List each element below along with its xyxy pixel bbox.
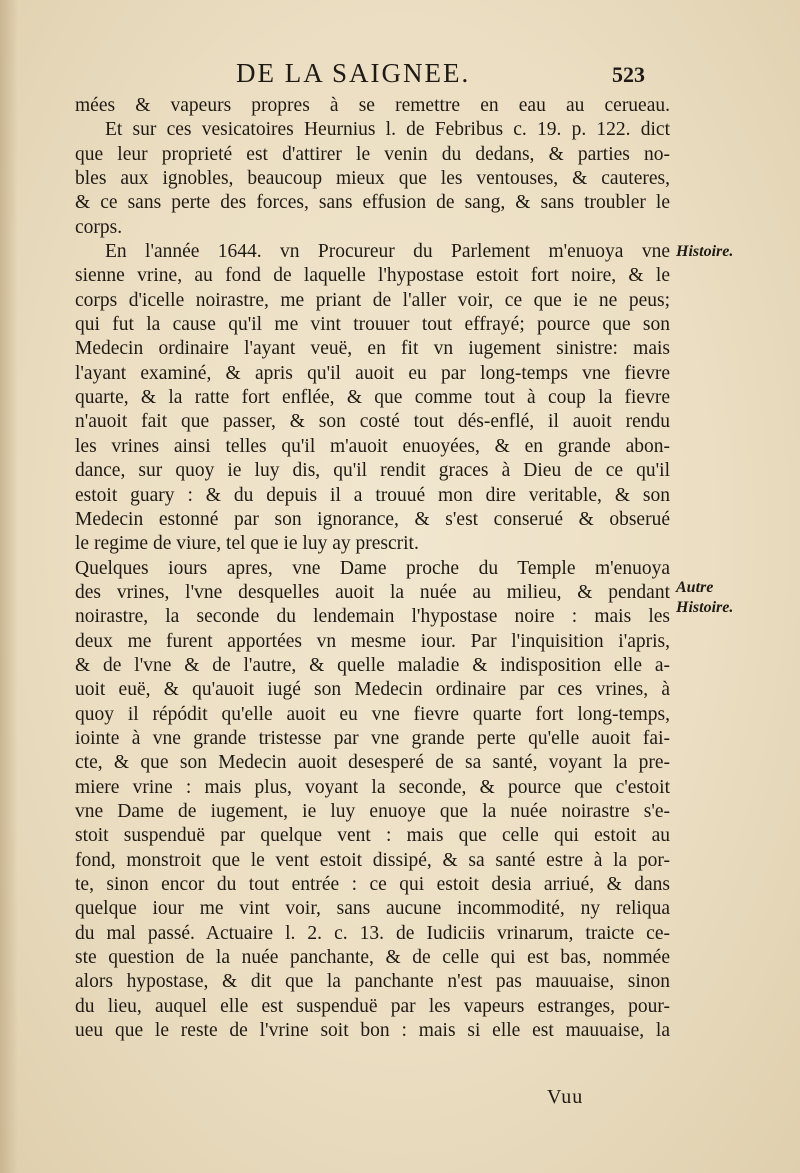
text-line: deux me furent apportées vn mesme iour. Par l'inquisition i'apris, xyxy=(75,630,670,652)
text-line: iointe à vne grande tristesse par vne grande perte qu'elle auoit fai- xyxy=(75,727,670,749)
text-line: corps. xyxy=(75,216,123,238)
text-line: du mal passé. Actuaire l. 2. c. 13. de Iudiciis vrinarum, traicte ce- xyxy=(75,922,670,944)
text-line: bles aux ignobles, beaucoup mieux que les ventouses, & cauteres, xyxy=(75,168,670,190)
text-line: te, sinon encor du tout entrée : ce qui estoit desia arriué, & dans xyxy=(75,874,670,895)
text-line: du lieu, auquel elle est suspenduë par les vapeurs estranges, pour- xyxy=(75,995,670,1017)
text-line: cte, & que son Medecin auoit desesperé de sa santé, voyant la pre- xyxy=(75,752,670,774)
page-number: 523 xyxy=(612,62,645,87)
text-line: des vrines, l'vne desquelles auoit la nuée au milieu, & pendant xyxy=(75,581,670,603)
text-line: sienne vrine, au fond de laquelle l'hypostase estoit fort noire, & le xyxy=(75,265,670,287)
text-line: noirastre, la seconde du lendemain l'hypostase noire : mais les xyxy=(75,606,670,628)
margin-note-histoire: Histoire. xyxy=(676,243,734,260)
text-line: dance, sur quoy ie luy dis, qu'il rendit graces à Dieu de ce qu'il xyxy=(75,460,670,482)
text-line: que leur proprieté est d'attirer le venin du dedans, & parties no- xyxy=(75,143,670,165)
text-line: stoit suspenduë par quelque vent : mais que celle qui estoit au xyxy=(75,825,670,847)
margin-note-autre-histoire: Autre Histoire. xyxy=(676,579,734,616)
page-gutter-shadow xyxy=(0,0,18,1173)
text-line: corps d'icelle noirastre, me priant de l'aller voir, ce que ie ne peus; xyxy=(75,289,670,311)
text-line: Quelques iours apres, vne Dame proche du Temple m'enuoya xyxy=(75,557,670,579)
text-line: n'auoit fait que passer, & son costé tout dés-enflé, il auoit rendu xyxy=(75,411,670,433)
text-line: quelque iour me vint voir, sans aucune incommodité, ny reliqua xyxy=(75,898,670,920)
text-line: & de l'vne & de l'autre, & quelle maladie & indisposition elle a- xyxy=(75,654,670,676)
text-line: quarte, & la ratte fort enflée, & que comme tout à coup la fievre xyxy=(75,387,670,409)
text-line: En l'année 1644. vn Procureur du Parlement m'enuoya vne xyxy=(105,241,670,263)
text-line: Medecin ordinaire l'ayant veuë, en fit vn iugement sinistre: mais xyxy=(75,338,670,360)
running-title: DE LA SAIGNEE. xyxy=(236,58,471,88)
text-line: & ce sans perte des forces, sans effusion de sang, & sans troubler le xyxy=(75,192,670,214)
text-line: alors hypostase, & dit que la panchante n'est pas mauuaise, sinon xyxy=(75,971,670,993)
text-line: Et sur ces vesicatoires Heurnius l. de Febribus c. 19. p. 122. dict xyxy=(105,119,670,141)
text-line: miere vrine : mais plus, voyant la seconde, & pource que c'estoit xyxy=(75,776,670,798)
page-header xyxy=(0,58,800,98)
text-line: le regime de viure, tel que ie luy ay prescrit. xyxy=(75,533,419,555)
text-line: Medecin estonné par son ignorance, & s'est conserué & obserué xyxy=(75,508,670,530)
text-line: quoy il répódit qu'elle auoit eu vne fievre quarte fort long-temps, xyxy=(75,703,670,725)
text-line: mées & vapeurs propres à se remettre en eau au cerueau. xyxy=(75,95,670,116)
text-line: ueu que le reste de l'vrine soit bon : mais si elle est mauuaise, la xyxy=(75,1020,670,1042)
text-line: qui fut la cause qu'il me vint trouuer tout effrayé; pource que son xyxy=(75,314,670,336)
text-line: vne Dame de iugement, ie luy enuoye que la nuée noirastre s'e- xyxy=(75,800,670,822)
body-text xyxy=(75,94,670,1043)
text-line: fond, monstroit que le vent estoit dissipé, & sa santé estre à la por- xyxy=(75,849,670,871)
text-line: l'ayant examiné, & apris qu'il auoit eu par long-temps vne fievre xyxy=(75,362,670,384)
text-line: estoit guary : & du depuis il a trouué mon dire veritable, & son xyxy=(75,484,670,506)
text-line: ste question de la nuée panchante, & de celle qui est bas, nommée xyxy=(75,947,670,969)
text-line: les vrines ainsi telles qu'il m'auoit enuoyées, & en grande abon- xyxy=(75,435,670,457)
catchword: Vuu xyxy=(547,1086,584,1108)
text-line: uoit euë, & qu'auoit iugé son Medecin ordinaire par ces vrines, à xyxy=(75,679,670,701)
